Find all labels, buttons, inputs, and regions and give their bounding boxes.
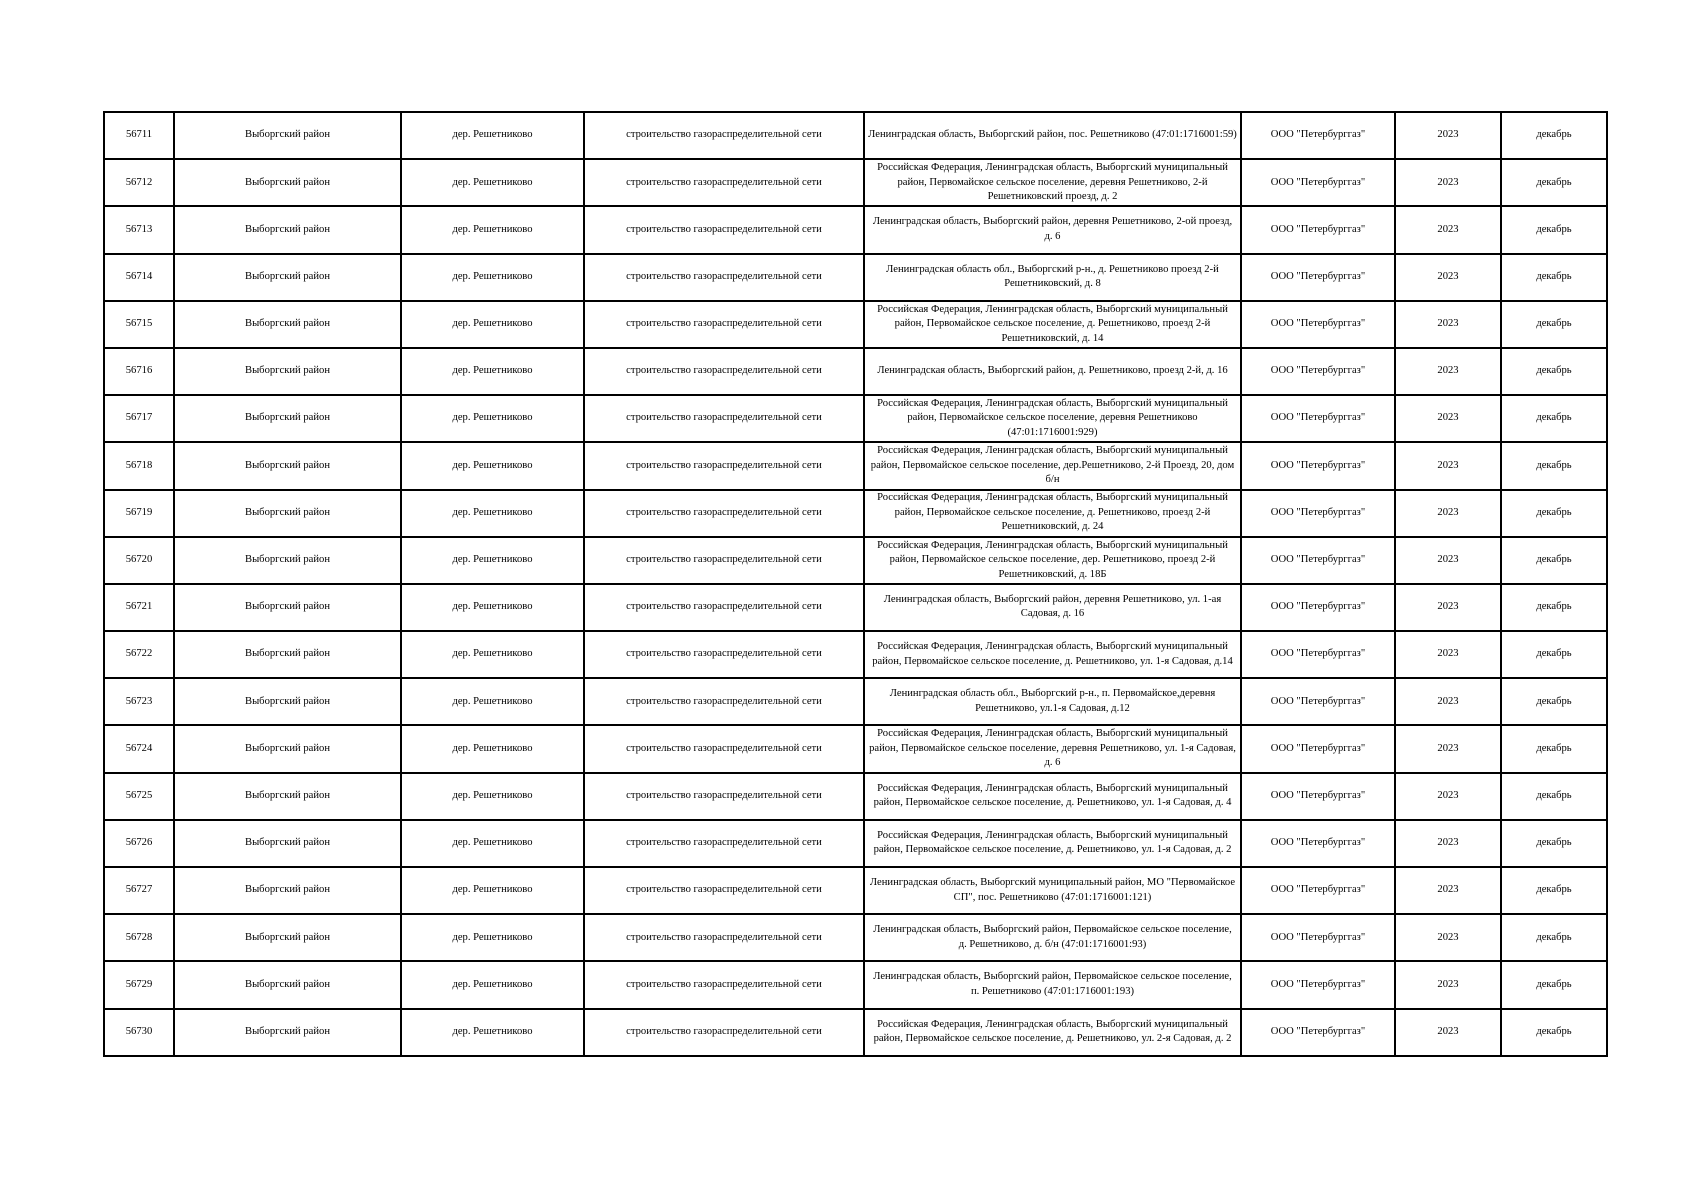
cell-work-type: строительство газораспределительной сети (584, 820, 864, 867)
cell-month: декабрь (1501, 725, 1607, 772)
table-row (104, 348, 1607, 395)
cell-district: Выборгский район (174, 159, 401, 206)
cell-number: 56714 (104, 254, 174, 301)
cell-address: Российская Федерация, Ленинградская область, Выборгский муниципальный район, Первомайское сельское поселение, деревня Решетниково, ул. 1-я Садовая, д. 6 (864, 725, 1241, 772)
cell-number: 56724 (104, 725, 174, 772)
cell-address: Ленинградская область обл., Выборгский р-н., д. Решетниково проезд 2-й Решетниковский, д. 8 (864, 254, 1241, 301)
cell-work-type: строительство газораспределительной сети (584, 961, 864, 1008)
cell-address: Российская Федерация, Ленинградская область, Выборгский муниципальный район, Первомайское сельское поселение, дер. Решетниково, проезд 2-й Решетниковский, д. 18Б (864, 537, 1241, 584)
cell-year: 2023 (1395, 348, 1501, 395)
cell-organization: ООО "Петербурггаз" (1241, 537, 1395, 584)
cell-year: 2023 (1395, 914, 1501, 961)
table-body (104, 112, 1607, 1056)
cell-work-type: строительство газораспределительной сети (584, 206, 864, 253)
cell-number: 56711 (104, 112, 174, 159)
cell-district: Выборгский район (174, 914, 401, 961)
cell-settlement: дер. Решетниково (401, 112, 584, 159)
cell-work-type: строительство газораспределительной сети (584, 914, 864, 961)
cell-year: 2023 (1395, 584, 1501, 631)
cell-organization: ООО "Петербурггаз" (1241, 820, 1395, 867)
table-row (104, 112, 1607, 159)
cell-month: декабрь (1501, 678, 1607, 725)
cell-settlement: дер. Решетниково (401, 159, 584, 206)
cell-address: Российская Федерация, Ленинградская область, Выборгский муниципальный район, Первомайское сельское поселение, д. Решетниково, ул. 1-я Садовая, д. 4 (864, 773, 1241, 820)
cell-month: декабрь (1501, 537, 1607, 584)
cell-settlement: дер. Решетниково (401, 631, 584, 678)
cell-year: 2023 (1395, 395, 1501, 442)
cell-district: Выборгский район (174, 348, 401, 395)
cell-district: Выборгский район (174, 490, 401, 537)
cell-address: Российская Федерация, Ленинградская область, Выборгский муниципальный район, Первомайское сельское поселение, деревня Решетниково, 2-й Решетниковский проезд, д. 2 (864, 159, 1241, 206)
cell-month: декабрь (1501, 442, 1607, 489)
cell-settlement: дер. Решетниково (401, 254, 584, 301)
cell-year: 2023 (1395, 206, 1501, 253)
cell-year: 2023 (1395, 725, 1501, 772)
table-row (104, 678, 1607, 725)
cell-year: 2023 (1395, 867, 1501, 914)
cell-month: декабрь (1501, 961, 1607, 1008)
cell-organization: ООО "Петербурггаз" (1241, 301, 1395, 348)
cell-address: Российская Федерация, Ленинградская область, Выборгский муниципальный район, Первомайское сельское поселение, дер.Решетниково, 2-й Проезд, 20, дом б/н (864, 442, 1241, 489)
cell-number: 56719 (104, 490, 174, 537)
cell-work-type: строительство газораспределительной сети (584, 584, 864, 631)
cell-month: декабрь (1501, 159, 1607, 206)
cell-address: Ленинградская область, Выборгский муниципальный район, МО "Первомайское СП", пос. Решетниково (47:01:1716001:121) (864, 867, 1241, 914)
cell-district: Выборгский район (174, 773, 401, 820)
cell-district: Выборгский район (174, 206, 401, 253)
cell-settlement: дер. Решетниково (401, 678, 584, 725)
cell-district: Выборгский район (174, 254, 401, 301)
cell-district: Выборгский район (174, 961, 401, 1008)
cell-month: декабрь (1501, 112, 1607, 159)
cell-settlement: дер. Решетниково (401, 725, 584, 772)
cell-organization: ООО "Петербурггаз" (1241, 1009, 1395, 1056)
cell-work-type: строительство газораспределительной сети (584, 631, 864, 678)
cell-address: Ленинградская область, Выборгский район, пос. Решетниково (47:01:1716001:59) (864, 112, 1241, 159)
cell-district: Выборгский район (174, 301, 401, 348)
cell-district: Выборгский район (174, 395, 401, 442)
table-row (104, 725, 1607, 772)
cell-district: Выборгский район (174, 631, 401, 678)
cell-year: 2023 (1395, 442, 1501, 489)
table-row (104, 537, 1607, 584)
cell-work-type: строительство газораспределительной сети (584, 725, 864, 772)
cell-month: декабрь (1501, 301, 1607, 348)
cell-address: Российская Федерация, Ленинградская область, Выборгский муниципальный район, Первомайское сельское поселение, д. Решетниково, ул. 2-я Садовая, д. 2 (864, 1009, 1241, 1056)
cell-organization: ООО "Петербурггаз" (1241, 678, 1395, 725)
cell-number: 56717 (104, 395, 174, 442)
cell-month: декабрь (1501, 820, 1607, 867)
table-row (104, 820, 1607, 867)
registry-table (103, 111, 1608, 1057)
cell-organization: ООО "Петербурггаз" (1241, 914, 1395, 961)
cell-settlement: дер. Решетниково (401, 820, 584, 867)
cell-work-type: строительство газораспределительной сети (584, 678, 864, 725)
cell-address: Ленинградская область, Выборгский район, д. Решетниково, проезд 2-й, д. 16 (864, 348, 1241, 395)
cell-work-type: строительство газораспределительной сети (584, 773, 864, 820)
cell-number: 56726 (104, 820, 174, 867)
cell-settlement: дер. Решетниково (401, 961, 584, 1008)
cell-organization: ООО "Петербурггаз" (1241, 773, 1395, 820)
cell-number: 56727 (104, 867, 174, 914)
table-row (104, 961, 1607, 1008)
cell-district: Выборгский район (174, 1009, 401, 1056)
cell-number: 56720 (104, 537, 174, 584)
table-row (104, 867, 1607, 914)
cell-year: 2023 (1395, 490, 1501, 537)
cell-month: декабрь (1501, 395, 1607, 442)
table-row (104, 773, 1607, 820)
cell-year: 2023 (1395, 301, 1501, 348)
cell-number: 56712 (104, 159, 174, 206)
cell-work-type: строительство газораспределительной сети (584, 1009, 864, 1056)
cell-month: декабрь (1501, 867, 1607, 914)
cell-settlement: дер. Решетниково (401, 537, 584, 584)
cell-organization: ООО "Петербурггаз" (1241, 159, 1395, 206)
cell-district: Выборгский район (174, 678, 401, 725)
cell-year: 2023 (1395, 537, 1501, 584)
cell-month: декабрь (1501, 631, 1607, 678)
cell-month: декабрь (1501, 254, 1607, 301)
cell-settlement: дер. Решетниково (401, 442, 584, 489)
cell-year: 2023 (1395, 678, 1501, 725)
table-row (104, 395, 1607, 442)
cell-district: Выборгский район (174, 725, 401, 772)
cell-number: 56728 (104, 914, 174, 961)
cell-work-type: строительство газораспределительной сети (584, 442, 864, 489)
cell-month: декабрь (1501, 1009, 1607, 1056)
cell-year: 2023 (1395, 254, 1501, 301)
cell-number: 56718 (104, 442, 174, 489)
cell-number: 56713 (104, 206, 174, 253)
table-row (104, 159, 1607, 206)
cell-work-type: строительство газораспределительной сети (584, 537, 864, 584)
cell-district: Выборгский район (174, 867, 401, 914)
cell-year: 2023 (1395, 961, 1501, 1008)
cell-work-type: строительство газораспределительной сети (584, 490, 864, 537)
cell-address: Российская Федерация, Ленинградская область, Выборгский муниципальный район, Первомайское сельское поселение, д. Решетниково, ул. 1-я Садовая, д. 2 (864, 820, 1241, 867)
cell-work-type: строительство газораспределительной сети (584, 254, 864, 301)
cell-district: Выборгский район (174, 442, 401, 489)
cell-settlement: дер. Решетниково (401, 348, 584, 395)
cell-address: Ленинградская область, Выборгский район, Первомайское сельское поселение, д. Решетниково, д. б/н (47:01:1716001:93) (864, 914, 1241, 961)
table-row (104, 490, 1607, 537)
cell-settlement: дер. Решетниково (401, 914, 584, 961)
table-row (104, 1009, 1607, 1056)
cell-number: 56725 (104, 773, 174, 820)
cell-month: декабрь (1501, 773, 1607, 820)
cell-work-type: строительство газораспределительной сети (584, 867, 864, 914)
cell-number: 56723 (104, 678, 174, 725)
cell-work-type: строительство газораспределительной сети (584, 395, 864, 442)
cell-organization: ООО "Петербурггаз" (1241, 442, 1395, 489)
cell-work-type: строительство газораспределительной сети (584, 159, 864, 206)
table-row (104, 254, 1607, 301)
cell-organization: ООО "Петербурггаз" (1241, 867, 1395, 914)
cell-number: 56729 (104, 961, 174, 1008)
cell-address: Ленинградская область, Выборгский район, деревня Решетниково, 2-ой проезд, д. 6 (864, 206, 1241, 253)
table-row (104, 301, 1607, 348)
cell-organization: ООО "Петербурггаз" (1241, 348, 1395, 395)
cell-number: 56716 (104, 348, 174, 395)
cell-settlement: дер. Решетниково (401, 867, 584, 914)
cell-year: 2023 (1395, 631, 1501, 678)
table-row (104, 584, 1607, 631)
table-row (104, 631, 1607, 678)
cell-address: Ленинградская область, Выборгский район, Первомайское сельское поселение, п. Решетниково (47:01:1716001:193) (864, 961, 1241, 1008)
cell-settlement: дер. Решетниково (401, 773, 584, 820)
cell-district: Выборгский район (174, 537, 401, 584)
cell-address: Ленинградская область, Выборгский район, деревня Решетниково, ул. 1-ая Садовая, д. 16 (864, 584, 1241, 631)
cell-address: Российская Федерация, Ленинградская область, Выборгский муниципальный район, Первомайское сельское поселение, д. Решетниково, проезд 2-й Решетниковский, д. 14 (864, 301, 1241, 348)
cell-month: декабрь (1501, 490, 1607, 537)
table-row (104, 206, 1607, 253)
cell-work-type: строительство газораспределительной сети (584, 112, 864, 159)
cell-settlement: дер. Решетниково (401, 1009, 584, 1056)
cell-number: 56730 (104, 1009, 174, 1056)
cell-year: 2023 (1395, 820, 1501, 867)
cell-settlement: дер. Решетниково (401, 584, 584, 631)
cell-year: 2023 (1395, 773, 1501, 820)
cell-number: 56721 (104, 584, 174, 631)
cell-address: Ленинградская область обл., Выборгский р-н., п. Первомайское,деревня Решетниково, ул.1-я Садовая, д.12 (864, 678, 1241, 725)
cell-address: Российская Федерация, Ленинградская область, Выборгский муниципальный район, Первомайское сельское поселение, д. Решетниково, проезд 2-й Решетниковский, д. 24 (864, 490, 1241, 537)
cell-address: Российская Федерация, Ленинградская область, Выборгский муниципальный район, Первомайское сельское поселение, д. Решетниково, ул. 1-я Садовая, д.14 (864, 631, 1241, 678)
cell-year: 2023 (1395, 159, 1501, 206)
document-page (103, 111, 1606, 1057)
cell-month: декабрь (1501, 348, 1607, 395)
cell-organization: ООО "Петербурггаз" (1241, 112, 1395, 159)
cell-organization: ООО "Петербурггаз" (1241, 395, 1395, 442)
cell-work-type: строительство газораспределительной сети (584, 301, 864, 348)
cell-organization: ООО "Петербурггаз" (1241, 584, 1395, 631)
cell-settlement: дер. Решетниково (401, 490, 584, 537)
cell-district: Выборгский район (174, 584, 401, 631)
cell-organization: ООО "Петербурггаз" (1241, 631, 1395, 678)
cell-month: декабрь (1501, 914, 1607, 961)
cell-number: 56715 (104, 301, 174, 348)
cell-settlement: дер. Решетниково (401, 301, 584, 348)
cell-year: 2023 (1395, 1009, 1501, 1056)
cell-district: Выборгский район (174, 112, 401, 159)
cell-organization: ООО "Петербурггаз" (1241, 206, 1395, 253)
cell-organization: ООО "Петербурггаз" (1241, 254, 1395, 301)
cell-year: 2023 (1395, 112, 1501, 159)
cell-organization: ООО "Петербурггаз" (1241, 490, 1395, 537)
table-row (104, 442, 1607, 489)
table-row (104, 914, 1607, 961)
cell-settlement: дер. Решетниково (401, 395, 584, 442)
cell-district: Выборгский район (174, 820, 401, 867)
cell-organization: ООО "Петербурггаз" (1241, 725, 1395, 772)
cell-address: Российская Федерация, Ленинградская область, Выборгский муниципальный район, Первомайское сельское поселение, деревня Решетниково (47:01:1716001:929) (864, 395, 1241, 442)
cell-settlement: дер. Решетниково (401, 206, 584, 253)
cell-month: декабрь (1501, 584, 1607, 631)
cell-month: декабрь (1501, 206, 1607, 253)
cell-number: 56722 (104, 631, 174, 678)
cell-work-type: строительство газораспределительной сети (584, 348, 864, 395)
cell-organization: ООО "Петербурггаз" (1241, 961, 1395, 1008)
